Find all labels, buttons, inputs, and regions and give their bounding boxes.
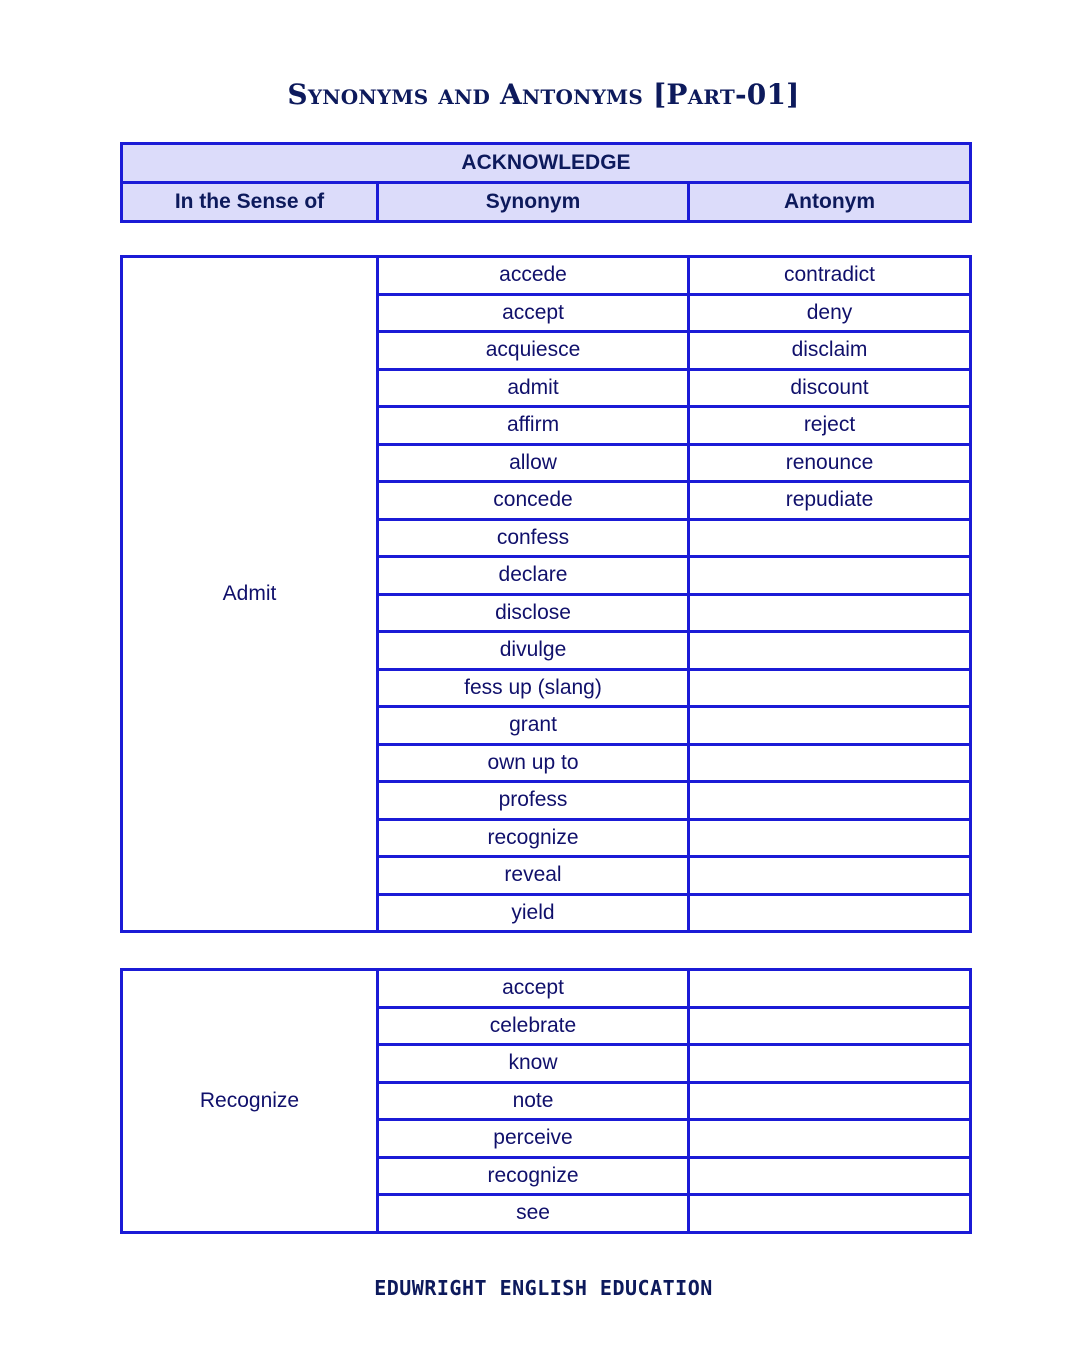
synonym-cell: disclose: [378, 594, 689, 632]
synonym-cell: accede: [378, 257, 689, 295]
synonym-cell: profess: [378, 782, 689, 820]
synonym-cell: recognize: [378, 819, 689, 857]
antonym-cell: [689, 707, 971, 745]
antonym-cell: [689, 1195, 971, 1233]
antonym-cell: deny: [689, 294, 971, 332]
synonym-cell: see: [378, 1195, 689, 1233]
synonym-cell: celebrate: [378, 1007, 689, 1045]
antonym-cell: discount: [689, 369, 971, 407]
antonym-cell: disclaim: [689, 332, 971, 370]
synonym-cell: allow: [378, 444, 689, 482]
synonym-cell: know: [378, 1045, 689, 1083]
synonym-cell: note: [378, 1082, 689, 1120]
column-header-antonym: Antonym: [689, 183, 971, 222]
synonym-cell: concede: [378, 482, 689, 520]
sense-table-recognize: [120, 968, 972, 1234]
synonym-cell: accept: [378, 970, 689, 1008]
synonym-cell: affirm: [378, 407, 689, 445]
antonym-cell: repudiate: [689, 482, 971, 520]
sense-label: Admit: [122, 257, 378, 932]
antonym-cell: [689, 894, 971, 932]
antonym-cell: contradict: [689, 257, 971, 295]
sense-label: Recognize: [122, 970, 378, 1233]
antonym-cell: [689, 669, 971, 707]
column-header-sense: In the Sense of: [122, 183, 378, 222]
antonym-cell: [689, 557, 971, 595]
synonym-cell: confess: [378, 519, 689, 557]
footer-brand: EDUWRIGHT ENGLISH EDUCATION: [374, 1276, 713, 1300]
antonym-cell: [689, 519, 971, 557]
table-row: [122, 257, 971, 295]
synonym-cell: grant: [378, 707, 689, 745]
synonym-cell: accept: [378, 294, 689, 332]
antonym-cell: [689, 594, 971, 632]
headword: ACKNOWLEDGE: [122, 144, 971, 183]
antonym-cell: [689, 1157, 971, 1195]
antonym-cell: [689, 1007, 971, 1045]
antonym-cell: [689, 819, 971, 857]
antonym-cell: [689, 632, 971, 670]
synonym-cell: own up to: [378, 744, 689, 782]
synonym-cell: fess up (slang): [378, 669, 689, 707]
synonym-cell: acquiesce: [378, 332, 689, 370]
synonym-cell: perceive: [378, 1120, 689, 1158]
antonym-cell: [689, 1082, 971, 1120]
header-table: [120, 142, 972, 223]
antonym-cell: [689, 970, 971, 1008]
antonym-cell: [689, 782, 971, 820]
antonym-cell: [689, 1045, 971, 1083]
synonym-cell: declare: [378, 557, 689, 595]
antonym-cell: [689, 1120, 971, 1158]
synonym-cell: admit: [378, 369, 689, 407]
antonym-cell: reject: [689, 407, 971, 445]
synonym-cell: divulge: [378, 632, 689, 670]
page-title: Synonyms and Antonyms [Part-01]: [287, 78, 800, 111]
synonym-cell: recognize: [378, 1157, 689, 1195]
table-row: [122, 970, 971, 1008]
antonym-cell: [689, 857, 971, 895]
synonym-cell: yield: [378, 894, 689, 932]
synonym-cell: reveal: [378, 857, 689, 895]
antonym-cell: renounce: [689, 444, 971, 482]
sense-table-admit: [120, 255, 972, 933]
column-header-synonym: Synonym: [378, 183, 689, 222]
antonym-cell: [689, 744, 971, 782]
